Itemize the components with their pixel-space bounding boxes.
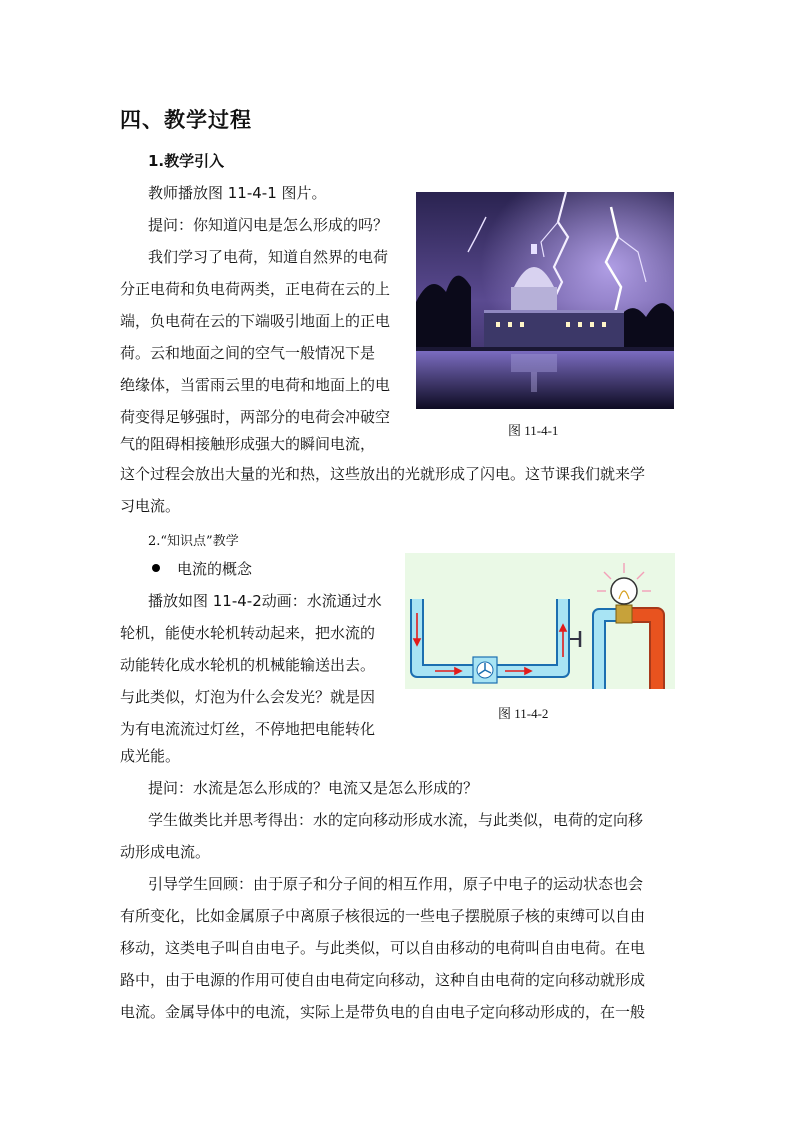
text-line: 为有电流流过灯丝，不停地把电能转化 — [120, 720, 376, 738]
bullet-label: 电流的概念 — [177, 560, 253, 578]
text-line: 气的阻碍相接触形成强大的瞬间电流， — [120, 435, 376, 453]
text-line: 荷。云和地面之间的空气一般情况下是 — [120, 344, 376, 362]
text-line: 电流。金属导体中的电流，实际上是带负电的自由电子定向移动形成的，在一般 — [120, 1003, 646, 1021]
text-line: 有所变化，比如金属原子中离原子核很远的一些电子摆脱原子核的束缚可以自由 — [120, 907, 646, 925]
water-current-diagram — [405, 553, 675, 689]
text-line: 与此类似，灯泡为什么会发光？就是因 — [120, 688, 376, 706]
text-line: 提问：你知道闪电是怎么形成的吗？ — [148, 216, 389, 234]
text-line: 荷变得足够强时，两部分的电荷会冲破空 — [120, 408, 391, 426]
text-line: 移动，这类电子叫自由电子。与此类似，可以自由移动的电荷叫自由电荷。在电 — [120, 939, 646, 957]
section-heading: 四、教学过程 — [120, 108, 252, 132]
text-line: 习电流。 — [120, 497, 181, 515]
text-line: 这个过程会放出大量的光和热，这些放出的光就形成了闪电。这节课我们就来学 — [120, 465, 646, 483]
subsection-title-knowledge: 2.“知识点”教学 — [148, 534, 239, 549]
text-line: 动能转化成水轮机的机械能输送出去。 — [120, 656, 376, 674]
bullet-dot — [152, 564, 160, 572]
text-line: 学生做类比并思考得出：水的定向移动形成水流，与此类似，电荷的定向移 — [148, 811, 644, 829]
text-line: 动形成电流。 — [120, 843, 211, 861]
text-line: 成光能。 — [120, 747, 181, 765]
text-line: 分正电荷和负电荷两类，正电荷在云的上 — [120, 280, 391, 298]
lightning-photo — [416, 192, 674, 409]
text-line: 轮机，能使水轮机转动起来，把水流的 — [120, 624, 376, 642]
text-line: 播放如图 11-4-2动画：水流通过水 — [148, 592, 382, 610]
figure-caption: 图 11-4-1 — [508, 423, 559, 438]
subsection-title-intro: 1.教学引入 — [148, 152, 225, 170]
text-line: 绝缘体，当雷雨云里的电荷和地面上的电 — [120, 376, 391, 394]
text-line: 路中，由于电源的作用可使自由电荷定向移动，这种自由电荷的定向移动就形成 — [120, 971, 646, 989]
text-line: 教师播放图 11-4-1 图片。 — [148, 184, 327, 202]
text-line: 我们学习了电荷，知道自然界的电荷 — [148, 248, 389, 266]
figure-caption: 图 11-4-2 — [498, 706, 549, 721]
text-line: 引导学生回顾：由于原子和分子间的相互作用，原子中电子的运动状态也会 — [148, 875, 644, 893]
text-line: 提问：水流是怎么形成的？电流又是怎么形成的？ — [148, 779, 479, 797]
text-line: 端，负电荷在云的下端吸引地面上的正电 — [120, 312, 391, 330]
